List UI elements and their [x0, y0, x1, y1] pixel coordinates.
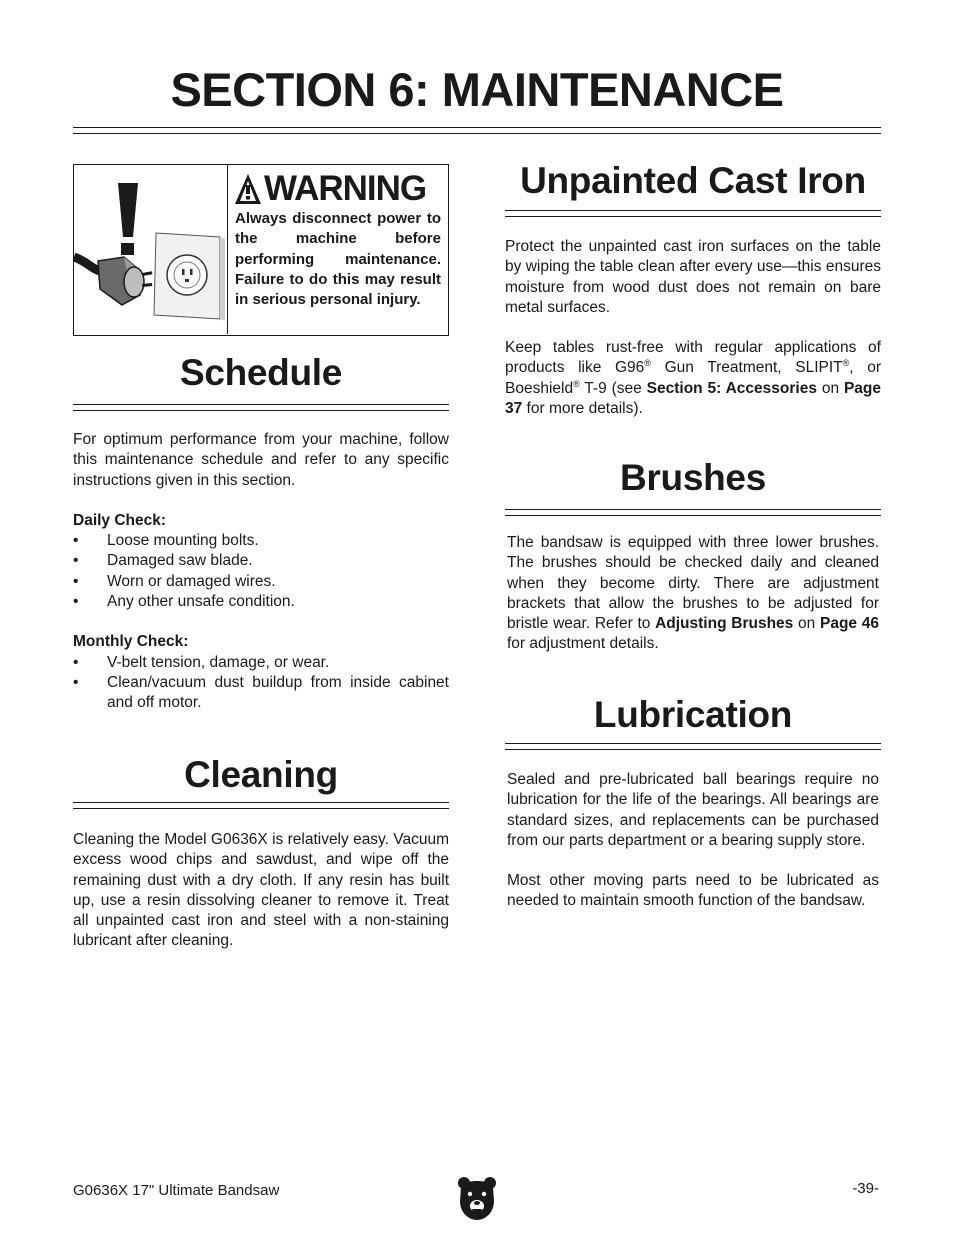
adjusting-brushes-reference: Adjusting Brushes — [655, 615, 794, 633]
page-title: SECTION 6: MAINTENANCE — [170, 63, 784, 116]
unplug-plug-icon — [74, 165, 226, 333]
list-item: • Damaged saw blade. — [73, 551, 449, 571]
warning-triangle-icon — [234, 173, 262, 205]
daily-check-list — [73, 531, 449, 612]
brushes-section — [507, 533, 879, 655]
footer-model: G0636X 17" Ultimate Bandsaw — [73, 1182, 280, 1199]
schedule-heading: Schedule — [179, 352, 343, 393]
warning-heading: WARNING — [264, 169, 427, 208]
cast-iron-para-1: Protect the unpainted cast iron surfaces on the table by wiping the table clean after every use—this ensures moisture from wood dust does not remain on bare metal surfaces. — [505, 238, 881, 316]
brushes-divider — [505, 509, 881, 516]
cleaning-divider — [73, 802, 449, 809]
warning-header — [234, 167, 426, 211]
cleaning-section — [73, 830, 449, 952]
page-46-reference: Page 46 — [819, 615, 879, 633]
lubrication-heading: Lubrication — [593, 694, 793, 735]
page-37-reference: Page 37 — [505, 379, 882, 418]
list-item: • Clean/vacuum dust buildup from inside cabinet and off motor. — [73, 673, 449, 714]
cleaning-heading: Cleaning — [184, 754, 338, 795]
bear-head-logo-icon — [457, 1175, 497, 1221]
warning-box — [73, 164, 449, 336]
lubrication-section — [507, 770, 879, 912]
lubrication-para-2: Most other moving parts need to be lubricated as needed to maintain smooth function of the bandsaw. — [507, 872, 879, 910]
brushes-text: The bandsaw is equipped with three lower brushes. The brushes should be checked daily and cleaned when they become dirty. There are adjustment brackets that allow the brushes to be adjusted for bristle wear. Refer to Adjusting Brushes on Page 46 for adjustment details. — [507, 534, 879, 653]
title-divider — [73, 127, 881, 134]
lubrication-divider — [505, 743, 881, 750]
page-number: -39- — [852, 1180, 879, 1197]
unpainted-cast-iron-heading: Unpainted Cast Iron — [520, 160, 866, 201]
monthly-check-list — [73, 653, 449, 714]
list-item: • Loose mounting bolts. — [73, 531, 449, 551]
warning-text: Always disconnect power to the machine before performing maintenance. Failure to do this may result in serious personal injury. — [235, 210, 441, 309]
brushes-heading: Brushes — [620, 457, 766, 498]
schedule-section — [73, 430, 449, 714]
list-item: • V-belt tension, damage, or wear. — [73, 653, 449, 673]
monthly-check-label: Monthly Check: — [73, 633, 189, 651]
cast-iron-divider — [505, 210, 881, 217]
cast-iron-para-2: Keep tables rust-free with regular applications of products like G96® Gun Treatment, SLIPIT®, or Boeshield® T-9 (see Section 5: Accessories on Page 37 for more details). — [505, 339, 882, 418]
list-item: • Worn or damaged wires. — [73, 572, 449, 592]
lubrication-para-1: Sealed and pre-lubricated ball bearings require no lubrication for the life of the bearings. All bearings are standard sizes, and replacements can be purchased from our parts department or a bearing supply store. — [507, 771, 879, 849]
schedule-intro: For optimum performance from your machine, follow this maintenance schedule and refer to any specific instructions given in this section. — [73, 431, 449, 489]
cast-iron-section — [505, 237, 881, 419]
list-item: • Any other unsafe condition. — [73, 592, 449, 612]
section-5-reference: Section 5: Accessories — [646, 379, 817, 397]
schedule-divider — [73, 404, 449, 411]
unplug-illustration — [74, 165, 228, 334]
cleaning-text: Cleaning the Model G0636X is relatively easy. Vacuum excess wood chips and sawdust, and wipe off the remaining dust with a dry cloth. If any resin has built up, use a resin dissolving cleaner to remove it. Treat all unpainted cast iron and steel with a non-staining lubricant after cleaning. — [73, 831, 449, 950]
daily-check-label: Daily Check: — [73, 511, 167, 529]
